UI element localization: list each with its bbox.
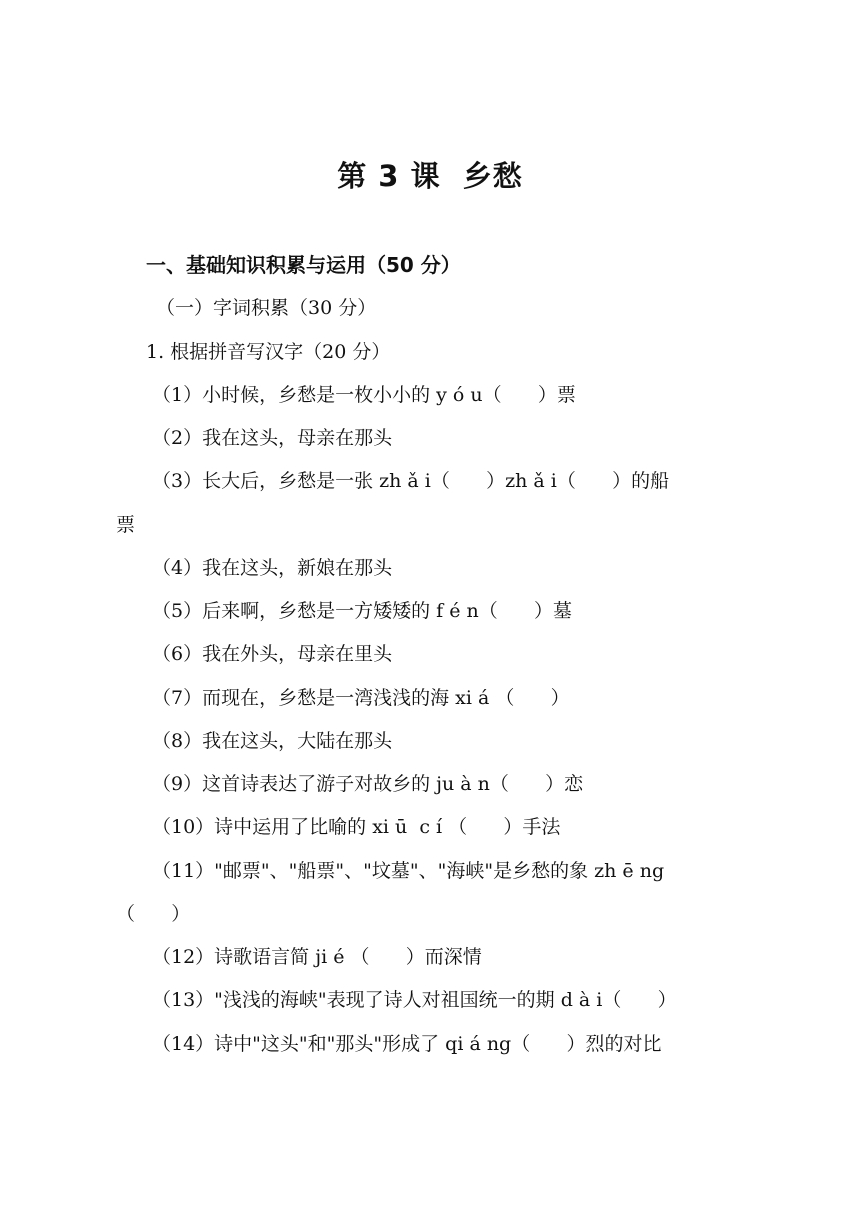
item-7: （7）而现在，乡愁是一湾浅浅的海 xi á （ ）	[152, 687, 570, 709]
item-10: （10）诗中运用了比喻的 xi ū c í （ ）手法	[152, 816, 561, 838]
item-2: （2）我在这头，母亲在那头	[152, 427, 393, 449]
item-11: （11）"邮票"、"船票"、"坟墓"、"海峡"是乡愁的象 zh ē ng	[152, 860, 665, 882]
item-3: （3）长大后，乡愁是一张 zh ǎ i（ ）zh ǎ i（ ）的船	[152, 470, 670, 492]
item-5: （5）后来啊，乡愁是一方矮矮的 f é n（ ）墓	[152, 600, 572, 622]
item-12: （12）诗歌语言简 ji é （ ）而深情	[152, 946, 482, 968]
item-4: （4）我在这头，新娘在那头	[152, 557, 393, 579]
lesson-title: 第 3 课 乡愁	[337, 159, 523, 193]
item-13: （13）"浅浅的海峡"表现了诗人对祖国统一的期 d à i（ ）	[152, 989, 677, 1011]
item-3-continuation: 票	[116, 514, 136, 536]
subsection-heading: （一）字词积累（30 分）	[156, 297, 377, 319]
item-1: （1）小时候，乡愁是一枚小小的 y ó u（ ）票	[152, 384, 576, 406]
item-6: （6）我在外头，母亲在里头	[152, 643, 393, 665]
item-9: （9）这首诗表达了游子对故乡的 ju à n（ ）恋	[152, 773, 584, 795]
question-1: 1. 根据拼音写汉字（20 分）	[146, 341, 391, 363]
item-8: （8）我在这头，大陆在那头	[152, 730, 393, 752]
section-heading: 一、基础知识积累与运用（50 分）	[146, 253, 461, 277]
item-11-continuation: （ ）	[116, 903, 191, 925]
item-14: （14）诗中"这头"和"那头"形成了 qi á ng（ ）烈的对比	[152, 1033, 662, 1055]
